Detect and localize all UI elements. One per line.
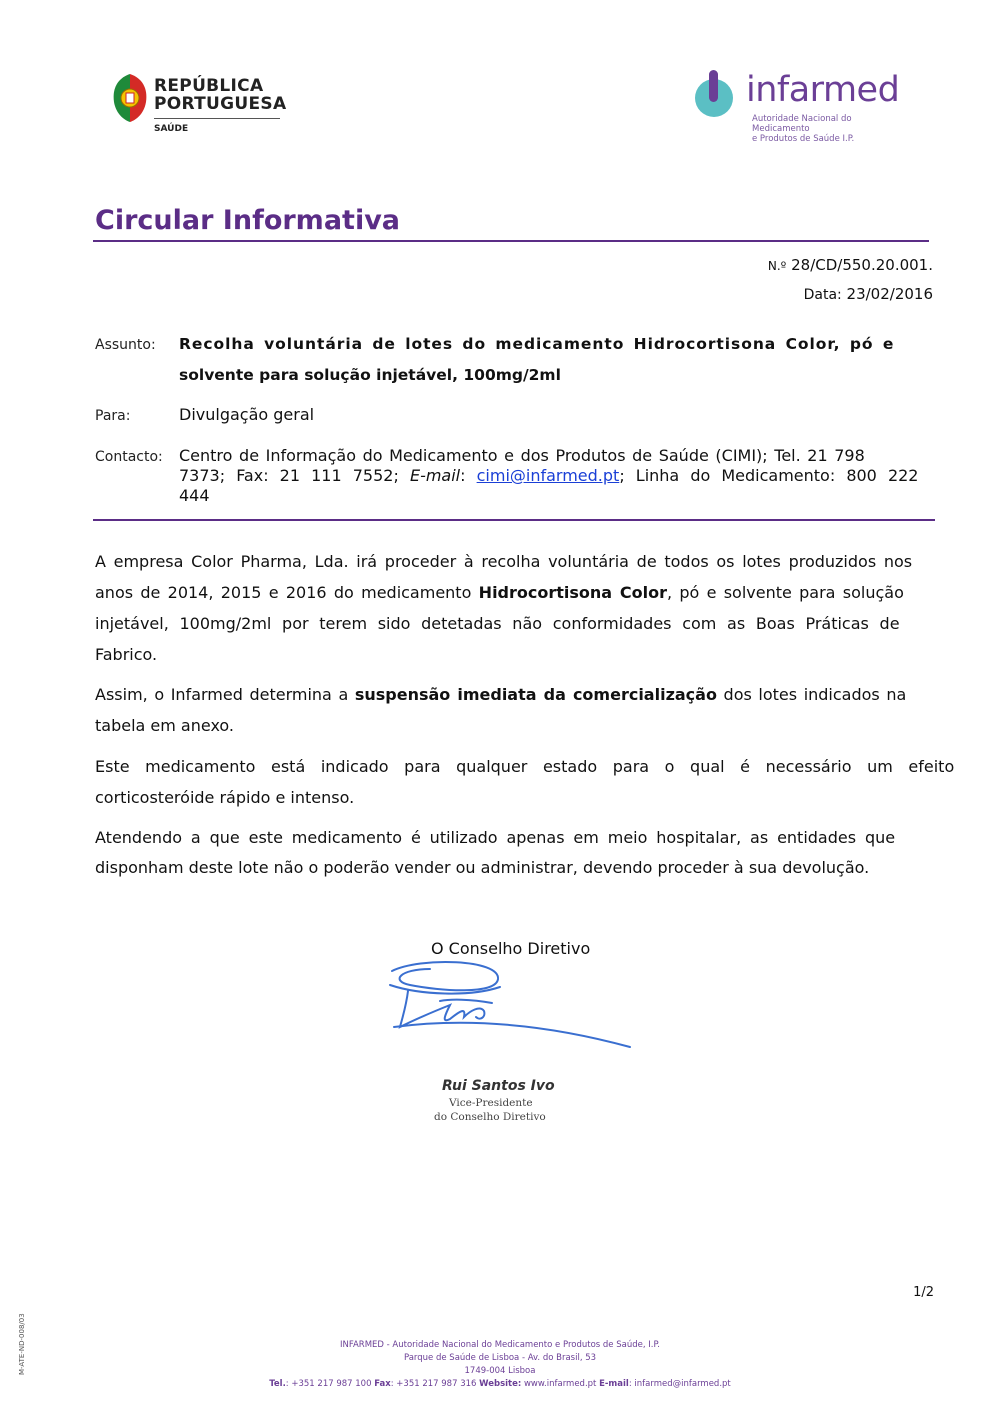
footer-email-label: E-mail [599,1379,629,1389]
p1-line3: injetável, 100mg/2ml por terem sido detetadas não conformidades com as Boas Práticas de [95,614,900,633]
p2-l1c: dos lotes indicados na [723,685,907,704]
contacto-linha: ; Linha do Medicamento: 800 222 [619,466,919,485]
assunto-line1 [179,334,935,354]
para-value: Divulgação geral [179,405,315,424]
portugal-emblem-icon [110,72,150,124]
contacto-line2 [179,466,935,485]
para-label: Para: [95,408,131,424]
footer-address: Parque de Saúde de Lisboa - Av. do Brasil, 53 [403,1353,597,1363]
p2-l1a: Assim, o Infarmed determina a [95,685,349,704]
republica-portuguesa-logo [108,70,298,140]
footer-email-link[interactable]: : infarmed@infarmed.pt [628,1379,731,1389]
title-underline [93,240,929,242]
signatory-role-line2: do Conselho Diretivo [434,1111,546,1123]
footer-web-label: Website: [479,1379,522,1389]
document-title: Circular Informativa [95,205,401,236]
footer-org: INFARMED - Autoridade Nacional do Medicamento e Produtos de Saúde, I.P. [340,1340,660,1350]
p4-line1: Atendendo a que este medicamento é utilizado apenas em meio hospitalar, as entidades que [95,828,896,847]
footer-fax-label: Fax [374,1379,391,1389]
p2-emphasis: suspensão imediata da comercialização [354,685,717,704]
infarmed-mark-icon [694,68,742,120]
p1-line2 [95,583,935,603]
contacto-line3: 444 [179,486,210,505]
date-label: Data: [803,287,842,303]
p1-l2c: , pó e solvente para solução [666,583,904,602]
page-number: 1/2 [913,1285,934,1300]
footer-contacts [0,1379,1000,1389]
infarmed-subtitle [752,114,904,144]
footer-fax: : +351 217 987 316 [390,1379,477,1389]
p2-line1 [95,685,935,705]
contacto-email-link[interactable]: cimi@infarmed.pt [476,466,620,485]
p3-line2: corticosteróide rápido e intenso. [95,788,355,807]
ref-label: N.º [767,259,787,273]
rp-divider [154,118,280,119]
footer-website-link[interactable]: www.infarmed.pt [521,1379,597,1389]
rp-line2: PORTUGUESA [154,94,287,114]
signatory-role-line1: Vice-Presidente [449,1097,533,1109]
p1-l2a: anos de 2014, 2015 e 2016 do medicamento [95,583,472,602]
date-value: 23/02/2016 [846,285,933,303]
handwritten-signature [380,955,640,1060]
assunto-line1-text: Recolha voluntária de lotes do medicamento Hidrocortisona Color, pó e [179,335,895,353]
form-code: M-ATE-ND-008/03 [18,1313,26,1375]
infarmed-sub-line1: Autoridade Nacional do Medicamento [752,114,852,134]
rp-line3: SAÚDE [154,124,189,134]
ref-value: 28/CD/550.20.001. [791,256,933,274]
contacto-label: Contacto: [95,449,163,465]
reference-number [768,256,933,274]
rp-line1: REPÚBLICA [154,76,264,96]
p3-line1: Este medicamento está indicado para qualquer estado para o qual é necessário um efeito [95,757,955,776]
document-date [804,285,933,303]
contacto-line2-text: 7373; Fax: 21 111 7552; E-mail: cimi@infarmed.pt; Linha do Medicamento: 800 222 [179,466,919,485]
infarmed-logo [694,68,904,144]
contacto-fax: 7373; Fax: 21 111 7552; [179,466,399,485]
header-separator [93,519,935,521]
footer-tel: : +351 217 987 100 [285,1379,372,1389]
footer-tel-label: Tel. [269,1379,286,1389]
assunto-label: Assunto: [95,337,156,353]
contacto-line1-text: Centro de Informação do Medicamento e dos Produtos de Saúde (CIMI); Tel. 21 798 [179,446,865,465]
signature-heading: O Conselho Diretivo [431,939,591,958]
p4-line2: disponham deste lote não o poderão vender ou administrar, devendo proceder à sua devolução. [95,858,870,877]
infarmed-sub-line2: e Produtos de Saúde I.P. [752,134,855,144]
infarmed-wordmark: infarmed [746,70,900,110]
p1-line1: A empresa Color Pharma, Lda. irá proceder à recolha voluntária de todos os lotes produzidos nos [95,552,913,571]
signatory-name: Rui Santos Ivo [442,1078,555,1094]
p2-line2: tabela em anexo. [95,716,235,735]
contacto-email-label: E-mail [409,466,461,485]
p1-line4: Fabrico. [95,645,158,664]
contacto-line1 [179,446,935,465]
footer-city: 1749-004 Lisboa [464,1366,536,1376]
p1-drug-name: Hidrocortisona Color [478,583,667,602]
assunto-line2: solvente para solução injetável, 100mg/2ml [179,366,561,384]
